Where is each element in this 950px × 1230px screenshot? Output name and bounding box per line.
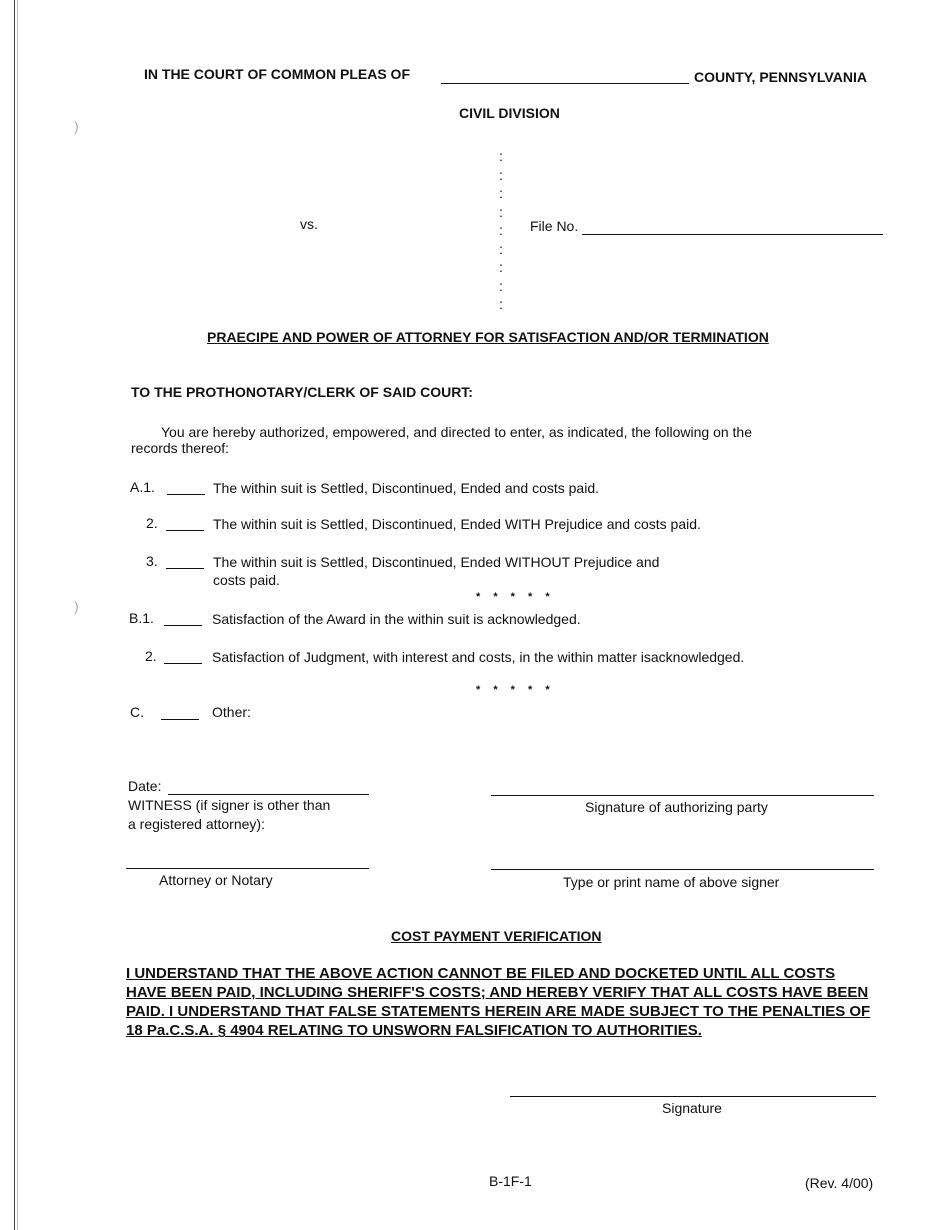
addressee: TO THE PROTHONOTARY/CLERK OF SAID COURT: [131, 384, 473, 400]
option-a3-text-line2: costs paid. [213, 572, 280, 588]
colon: : [499, 259, 503, 275]
option-a1-blank[interactable] [167, 494, 205, 495]
county-blank-line[interactable] [441, 83, 689, 84]
option-a1-text: The within suit is Settled, Discontinued, Ended and costs paid. [213, 480, 599, 496]
scan-edge-line [14, 0, 15, 1230]
option-b1-text: Satisfaction of the Award in the within suit is acknowledged. [212, 611, 581, 627]
option-b2-blank[interactable] [164, 663, 202, 664]
intro-line-1: You are hereby authorized, empowered, and directed to enter, as indicated, the following on the [161, 424, 752, 440]
option-a2-text: The within suit is Settled, Discontinued, Ended WITH Prejudice and costs paid. [213, 516, 701, 532]
separator-stars: * * * * * [476, 591, 555, 603]
date-label: Date: [128, 778, 162, 794]
option-a1-label: A.1. [130, 479, 155, 495]
colon: : [499, 296, 503, 312]
option-b2-text: Satisfaction of Judgment, with interest and costs, in the within matter isacknowledged. [212, 649, 745, 665]
caption-separator [497, 147, 505, 314]
verification-heading: COST PAYMENT VERIFICATION [391, 928, 602, 944]
separator-stars: * * * * * [476, 684, 555, 696]
verification-line: I UNDERSTAND THAT THE ABOVE ACTION CANNOT BE FILED AND DOCKETED UNTIL ALL COSTS [126, 965, 836, 982]
option-a3-text-line1: The within suit is Settled, Discontinued, Ended WITHOUT Prejudice and [213, 554, 660, 570]
option-a2-label: 2. [146, 515, 158, 531]
verification-statement [126, 964, 886, 1040]
option-b2-label: 2. [145, 648, 157, 664]
option-a3-label: 3. [146, 553, 158, 569]
verification-signature-line[interactable] [510, 1096, 876, 1097]
court-suffix: COUNTY, PENNSYLVANIA [694, 69, 867, 85]
date-blank-line[interactable] [168, 794, 369, 795]
form-number: B-1F-1 [489, 1173, 532, 1189]
option-c-label: C. [130, 704, 144, 720]
colon: : [499, 222, 503, 238]
verification-line: 18 Pa.C.S.A. § 4904 RELATING TO UNSWORN FALSIFICATION TO AUTHORITIES. [126, 1022, 702, 1039]
file-no-blank-line[interactable] [582, 234, 883, 235]
scan-artifact-mark: ) [74, 118, 79, 134]
colon: : [499, 240, 503, 257]
witness-label-line2: a registered attorney): [128, 816, 265, 832]
verification-signature-label: Signature [662, 1100, 722, 1116]
intro-line-2: records thereof: [131, 440, 230, 456]
division-title: CIVIL DIVISION [459, 105, 560, 121]
option-c-blank[interactable] [161, 719, 199, 720]
colon: : [499, 277, 503, 294]
attorney-notary-line[interactable] [126, 868, 369, 869]
authorizing-signature-label: Signature of authorizing party [585, 799, 768, 815]
scan-edge-line-faint [17, 0, 18, 1230]
verification-line: HAVE BEEN PAID, INCLUDING SHERIFF'S COSTS; AND HEREBY VERIFY THAT ALL COSTS HAVE BEEN [126, 984, 869, 1001]
option-a3-blank[interactable] [166, 568, 204, 569]
authorizing-signature-line[interactable] [491, 795, 874, 796]
option-a2-blank[interactable] [166, 530, 204, 531]
versus-label: vs. [300, 216, 318, 232]
print-name-line[interactable] [491, 869, 874, 870]
court-prefix: IN THE COURT OF COMMON PLEAS OF [144, 66, 410, 82]
colon: : [499, 203, 503, 220]
colon: : [499, 185, 503, 201]
scan-artifact-mark: ) [74, 598, 79, 614]
option-c-text: Other: [212, 704, 251, 720]
colon: : [499, 166, 503, 183]
colon: : [499, 148, 503, 164]
verification-line: PAID. I UNDERSTAND THAT FALSE STATEMENTS HEREIN ARE MADE SUBJECT TO THE PENALTIES OF [126, 1003, 871, 1020]
print-name-label: Type or print name of above signer [563, 874, 780, 890]
file-no-label: File No. [530, 218, 579, 234]
form-title: PRAECIPE AND POWER OF ATTORNEY FOR SATISFACTION AND/OR TERMINATION [207, 329, 769, 345]
option-b1-label: B.1. [129, 610, 154, 626]
attorney-notary-label: Attorney or Notary [159, 872, 273, 888]
witness-label-line1: WITNESS (if signer is other than [128, 797, 331, 813]
option-b1-blank[interactable] [164, 625, 202, 626]
revision-date: (Rev. 4/00) [805, 1175, 874, 1191]
